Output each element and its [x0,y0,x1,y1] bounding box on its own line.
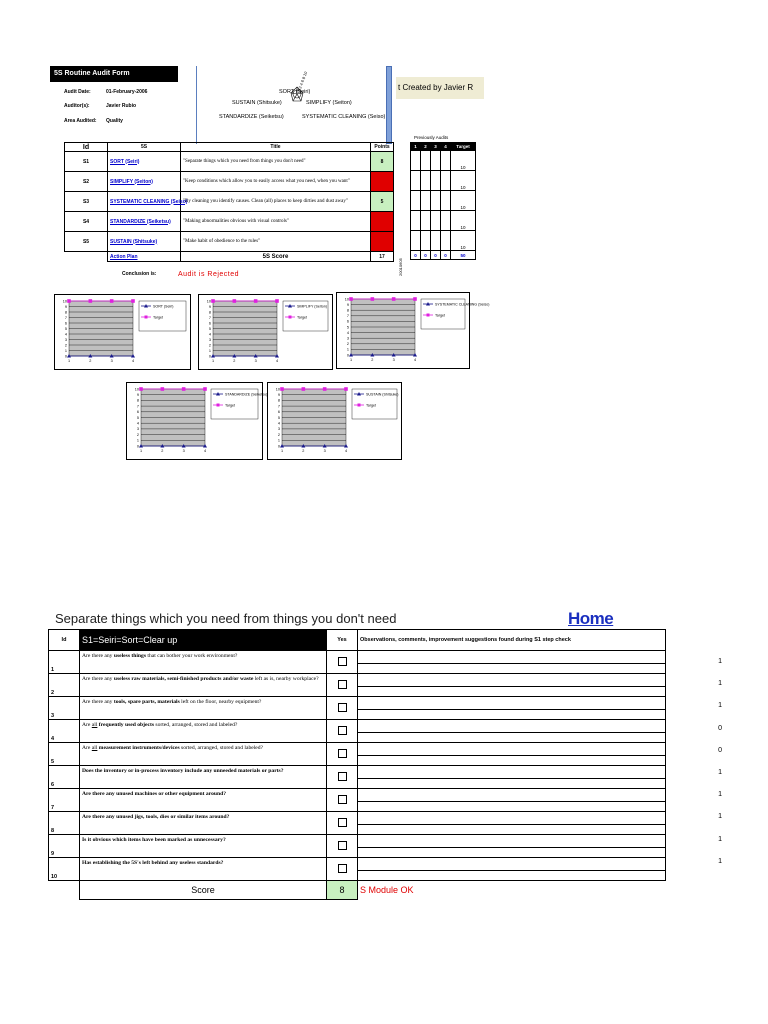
table-row [49,789,666,812]
yes-checkbox[interactable] [338,795,347,804]
y-tick-label: 8 [346,308,349,313]
question-number: 6 [49,766,80,789]
link-simplify[interactable]: SIMPLIFY (Seiton) [110,178,153,185]
question-number: 4 [49,720,80,743]
side-value: 0 [718,746,722,754]
radar-label-systematic: SYSTEMATIC CLEANING (Seiso) [302,114,386,120]
prev-total: 0 [431,251,441,260]
data-point [413,297,417,301]
y-tick-label: 3 [136,427,139,432]
observation-field[interactable] [358,744,665,756]
y-tick-label: 1 [346,347,349,352]
question-text: Are all measurement instruments/devices sorted, arranged, stored and labeled? [80,743,327,766]
y-tick-label: 6 [208,321,211,326]
y-tick-label: 6 [346,319,349,324]
s1-score-value: 8 [327,881,358,900]
question-number: 3 [49,697,80,720]
side-value: 1 [718,835,722,843]
legend-label: Target [225,403,235,408]
y-tick-label: 2 [136,432,139,437]
yes-checkbox[interactable] [338,657,347,666]
yes-cell [327,835,358,858]
radar-chart-area [196,66,387,144]
y-tick-label: 8 [64,310,67,315]
yes-cell [327,697,358,720]
question-text: Are there any unused machines or other equipment around? [80,789,327,812]
y-tick-label: 9 [277,393,280,397]
x-tick-label: 4 [131,359,135,363]
s1-col-title: S1=Seiri=Sort=Clear up [80,630,327,651]
s1-checklist-table [48,629,666,900]
s1-heading: Separate things which you need from things you don't need [55,611,397,626]
previous-audits-title: Previously Audits [414,135,449,140]
y-tick-label: 4 [136,421,139,426]
x-tick-label: 1 [280,449,284,453]
x-tick-label: 2 [233,359,236,363]
table-row [49,858,666,881]
y-tick-label: 1 [64,348,67,353]
data-point [233,299,237,303]
summary-points: 8 [371,152,394,172]
y-tick-label: 10 [134,387,139,392]
y-tick-label: 4 [277,421,280,426]
yes-checkbox[interactable] [338,864,347,873]
side-value: 0 [718,724,722,732]
summary-desc: "Making abnormalities obvious with visual controls" [181,212,371,232]
audit-date-row [64,89,194,95]
legend-label: Target [366,403,376,408]
side-value: 1 [718,857,722,865]
data-point [203,387,207,391]
radar-label-sustain: SUSTAIN (Shitsuke) [232,100,282,106]
prev-total: 0 [441,251,451,260]
radar-chart [197,66,387,144]
y-tick-label: 0 [346,353,349,358]
summary-id: S3 [65,192,108,212]
summary-desc: "Make habit of obedience to the rules" [181,232,371,252]
radar-label-sort: SORT (Seiri) [279,89,311,95]
chart-simplify [198,294,333,370]
chart-sort [54,294,191,370]
area-row [64,118,194,124]
legend-label: SUSTAIN (Shitsuke) [366,392,399,397]
data-point [349,297,353,301]
y-tick-label: 9 [208,304,211,309]
data-point [161,387,165,391]
data-point [344,387,348,391]
s1-col-id: Id [49,630,80,651]
data-point [254,299,258,303]
prev-target: 10 [451,231,476,251]
y-tick-label: 5 [208,326,211,331]
table-row [49,766,666,789]
y-tick-label: 1 [277,438,280,443]
chart-systematic-cleaning [336,292,490,369]
y-tick-label: 9 [64,304,67,309]
table-row [49,697,666,720]
summary-table [64,142,394,262]
data-point [89,299,93,303]
prev-target: 10 [451,191,476,211]
prev-totals-row [411,251,476,260]
x-tick-label: 4 [203,449,207,453]
y-tick-label: 10 [62,299,67,304]
summary-points: 1 [371,172,394,192]
table-row [49,651,666,674]
s1-score-label: Score [80,881,327,900]
prev-row [411,171,476,191]
link-standardize[interactable]: STANDARDIZE (Seiketsu) [110,218,171,225]
prev-target: 10 [451,151,476,171]
question-text: Are there any useless raw materials, semi-finished products and/or waste left as is, nearby workplace? [80,674,327,697]
side-value: 1 [718,680,722,688]
x-tick-label: 2 [302,449,305,453]
col-points: Points [371,143,394,152]
chart-svg [337,293,490,368]
legend-marker [358,404,361,407]
x-tick-label: 1 [67,359,71,363]
y-tick-label: 5 [136,415,139,420]
question-text: Has establishing the 5S's left behind any useless standards? [80,858,327,881]
yes-checkbox[interactable] [338,703,347,712]
conclusion-label: Conclusion is: [122,271,157,277]
data-point [371,297,375,301]
col-5s: 5S [108,143,181,152]
data-point [280,387,284,391]
y-tick-label: 2 [64,343,67,348]
s1-questions [49,651,666,881]
summary-points: 2 [371,212,394,232]
y-tick-label: 6 [64,321,67,326]
x-tick-label: 2 [161,449,164,453]
yes-cell [327,720,358,743]
y-tick-label: 3 [277,427,280,432]
link-sustain[interactable]: SUSTAIN (Shitsuke) [110,238,158,245]
scrollbar-edge [386,66,392,144]
table-row [49,720,666,743]
table-row [49,812,666,835]
col-id: Id [65,143,108,152]
question-number: 7 [49,789,80,812]
question-number: 9 [49,835,80,858]
chart-svg [127,383,268,459]
legend-marker [427,314,430,317]
question-text: Are all frequently used objects sorted, arranged, stored and labeled? [80,720,327,743]
side-values-column [702,651,722,873]
score-label: 5S Score [181,252,371,262]
summary-desc: "Keep conditions which allow you to easily access what you need, when you want" [181,172,371,192]
observation-field[interactable] [358,836,665,848]
legend-marker [145,316,148,319]
question-number: 2 [49,674,80,697]
x-tick-label: 3 [323,449,326,453]
observation-field[interactable] [358,859,665,871]
radar-label-simplify: SIMPLIFY (Seiton) [306,100,352,106]
data-point [392,297,396,301]
s1-module-status: S Module OK [360,885,414,896]
yes-cell [327,789,358,812]
y-tick-label: 10 [206,299,211,304]
data-point [182,387,186,391]
yes-cell [327,651,358,674]
x-tick-label: 2 [89,359,92,363]
y-tick-label: 0 [136,444,139,449]
yes-checkbox[interactable] [338,749,347,758]
table-row [49,743,666,766]
observation-field[interactable] [358,790,665,802]
y-tick-label: 8 [136,398,139,403]
x-tick-label: 1 [349,358,353,362]
summary-row-s2 [65,172,394,192]
summary-points: 1 [371,232,394,252]
y-tick-label: 5 [64,326,67,331]
y-tick-label: 0 [208,354,211,359]
summary-row-s3 [65,192,394,212]
chart-svg [55,295,190,369]
prev-row [411,211,476,231]
y-tick-label: 3 [346,336,349,341]
svg-text:0 2 4 6 8 10: 0 2 4 6 8 10 [296,70,309,93]
auditors-value: Javier Rubio [106,103,137,109]
prev-row [411,191,476,211]
auditors-row [64,103,194,109]
total-score: 17 [371,252,394,262]
radar-label-standardize: STANDARDIZE (Seiketsu) [219,114,284,120]
y-tick-label: 7 [64,315,67,320]
yes-checkbox[interactable] [338,680,347,689]
chart-svg [199,295,332,369]
legend-label: SIMPLIFY (Seiton) [297,304,327,309]
y-tick-label: 6 [277,410,280,415]
data-point [67,299,71,303]
prev-total: 0 [421,251,431,260]
prev-col-target: Target [451,143,476,151]
data-point [302,387,306,391]
side-value: 1 [718,658,722,665]
y-tick-label: 9 [136,393,139,397]
y-tick-label: 7 [136,404,139,409]
y-tick-label: 2 [277,432,280,437]
question-text: Are there any useless things that can bother your work environment? [80,651,327,674]
prev-total: 0 [411,251,421,260]
prev-col-4: 4 [441,143,451,151]
prev-col-1: 1 [411,143,421,151]
y-tick-label: 1 [208,348,211,353]
link-sort[interactable]: SORT (Seiri) [110,158,140,165]
observation-field[interactable] [358,675,665,687]
observation-field[interactable] [358,698,665,710]
col-title: Title [181,143,371,152]
observation-field[interactable] [358,813,665,825]
audit-date-label: Audit Date: [64,89,91,95]
question-text: Is it obvious which items have been marked as unnecessary? [80,835,327,858]
prev-col-2: 2 [421,143,431,151]
x-tick-label: 1 [139,449,143,453]
chart-standardize [126,382,268,460]
x-tick-label: 4 [413,358,417,362]
observation-field[interactable] [358,652,665,664]
x-tick-label: 4 [275,359,279,363]
summary-points: 5 [371,192,394,212]
s1-header-row [49,630,666,651]
created-by-banner: t Created by Javier R [396,77,484,99]
legend-label: Target [153,315,163,320]
link-systematic-cleaning[interactable]: SYSTEMATIC CLEANING (Seiso) [110,198,188,205]
summary-id: S4 [65,212,108,232]
yes-cell [327,743,358,766]
area-label: Area Audited: [64,118,97,124]
y-tick-label: 6 [136,410,139,415]
question-number: 1 [49,651,80,674]
y-tick-label: 4 [208,332,211,337]
x-tick-label: 4 [344,449,348,453]
area-value: Quality [106,118,123,124]
y-tick-label: 5 [277,415,280,420]
summary-header-row [65,143,394,152]
data-point [323,387,327,391]
question-text: Does the inventory or in-process inventory include any unneeded materials or parts? [80,766,327,789]
audit-date-value: 01-February-2006 [106,89,148,95]
y-tick-label: 8 [208,310,211,315]
table-row [49,835,666,858]
data-point [139,387,143,391]
question-text: Are there any unused jigs, tools, dies or similar items around? [80,812,327,835]
y-tick-label: 7 [277,404,280,409]
yes-cell [327,766,358,789]
prev-row [411,231,476,251]
data-point [275,299,279,303]
summary-score-row [65,252,394,262]
legend-label: Target [297,315,307,320]
yes-checkbox[interactable] [338,772,347,781]
y-tick-label: 2 [208,343,211,348]
legend-marker [289,316,292,319]
s1-col-yes: Yes [327,630,358,651]
summary-id: S1 [65,152,108,172]
summary-id: S5 [65,232,108,252]
x-tick-label: 3 [392,358,395,362]
x-tick-label: 1 [211,359,215,363]
s1-score-row [49,881,666,900]
previous-audits-table [410,142,476,260]
summary-row-s5 [65,232,394,252]
table-row [49,674,666,697]
y-tick-label: 4 [346,330,349,335]
data-point [110,299,114,303]
prev-target: 10 [451,171,476,191]
side-value: 1 [718,702,722,710]
y-tick-label: 5 [346,325,349,330]
question-text: Are there any tools, spare parts, materials left on the floor, nearby equipment? [80,697,327,720]
legend-label: SORT (Seiri) [153,304,174,309]
data-point [211,299,215,303]
legend-label: SYSTEMATIC CLEANING (Seiso) [435,302,490,307]
summary-row-s4 [65,212,394,232]
legend-marker [217,404,220,407]
y-tick-label: 3 [64,337,67,342]
y-tick-label: 10 [275,387,280,392]
observation-field[interactable] [358,767,665,779]
action-plan-link[interactable]: Action Plan [110,253,138,260]
chart-svg [268,383,401,459]
side-value: 1 [718,768,722,776]
x-tick-label: 3 [182,449,185,453]
prev-total: 50 [451,251,476,260]
yes-cell [327,858,358,881]
y-tick-label: 2 [346,342,349,347]
summary-row-s1 [65,152,394,172]
yes-checkbox[interactable] [338,726,347,735]
date-code: 20010605 [398,258,403,276]
prev-col-3: 3 [431,143,441,151]
legend-label: STANDARDIZE (Seiketsu) [225,392,268,397]
yes-checkbox[interactable] [338,841,347,850]
y-tick-label: 7 [346,314,349,319]
y-tick-label: 9 [346,302,349,307]
y-tick-label: 4 [64,332,67,337]
s1-col-observations: Observations, comments, improvement suggestions found during S1 step check [358,630,666,651]
y-tick-label: 8 [277,398,280,403]
observation-field[interactable] [358,721,665,733]
yes-cell [327,812,358,835]
y-tick-label: 0 [277,444,280,449]
question-number: 10 [49,858,80,881]
y-tick-label: 3 [208,337,211,342]
prev-row [411,151,476,171]
y-tick-label: 0 [64,354,67,359]
side-value: 1 [718,813,722,821]
question-number: 8 [49,812,80,835]
summary-id: S2 [65,172,108,192]
summary-desc: "By cleaning you identify causes. Clean (all) places to keep dirties and dust away" [181,192,371,212]
question-number: 5 [49,743,80,766]
previous-audits-header [411,143,476,151]
prev-target: 10 [451,211,476,231]
summary-desc: "Separate things which you need from things you don't need" [181,152,371,172]
side-value: 1 [718,791,722,799]
x-tick-label: 3 [254,359,257,363]
data-point [131,299,135,303]
yes-checkbox[interactable] [338,818,347,827]
legend-label: Target [435,313,445,318]
y-tick-label: 7 [208,315,211,320]
chart-sustain [267,382,402,460]
form-title: 5S Routine Audit Form [50,66,178,82]
x-tick-label: 2 [371,358,374,362]
yes-cell [327,674,358,697]
conclusion-value: Audit is Rejected [178,271,240,278]
y-tick-label: 1 [136,438,139,443]
home-link[interactable]: Home [568,609,614,628]
x-tick-label: 3 [110,359,113,363]
auditors-label: Auditor(s): [64,103,90,109]
y-tick-label: 10 [344,297,349,302]
